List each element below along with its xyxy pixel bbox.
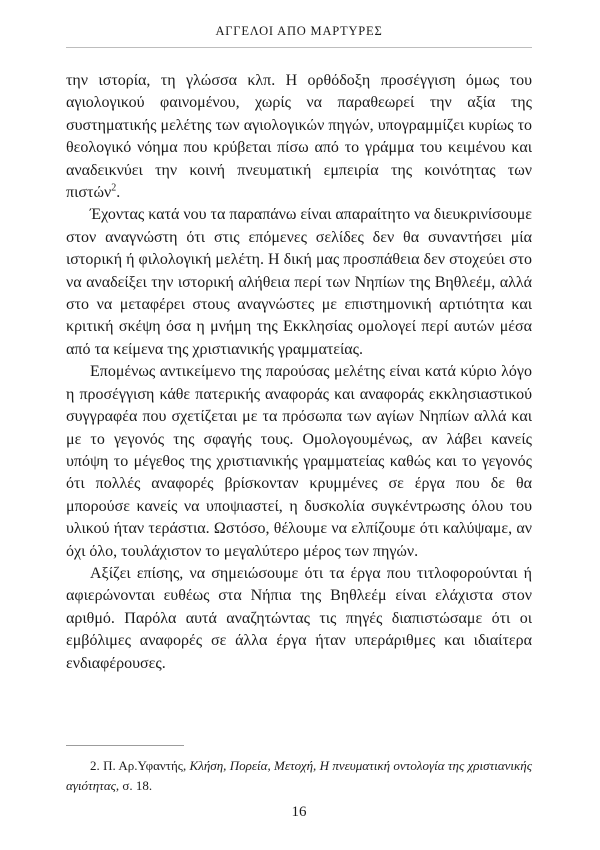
paragraph-1: [66, 70, 532, 204]
paragraph-2: Έχοντας κατά νου τα παραπάνω είναι απαραίτητο να διευκρινίσουμε στον αναγνώστη ότι στις επόμενες σελίδες δεν θα συναντήσει μία ιστορική ή φιλολογική μελέτη. Η δική μας προσπάθεια δεν στοχεύει στο να αναδείξει την ιστορική αλήθεια περί των Νηπίων της Βηθλεέμ, αλλά στο να μεταφέρει στους αναγνώστες με επιστημονική αρτιότητα και κριτική σκέψη όσα η μνήμη της Εκκλησίας ομολογεί περί αυτών μέσα από τα κείμενα της χριστιανικής γραμματείας.: [66, 206, 532, 358]
page-number: 16: [291, 804, 307, 820]
paragraph-3: Επομένως αντικείμενο της παρούσας μελέτης είναι κατά κύριο λόγο η προσέγγιση κάθε πατερικής αναφοράς και αναφοράς εκκλησιαστικού συγγραφέα που σχετίζεται με τα πρόσωπα των αγίων Νηπίων αλλά και με το γεγονός της σφαγής τους. Ομολογουμένως, αν λάβει κανείς υπόψη το μέγεθος της χριστιανικής γραμματείας καθώς και το γεγονός ότι πολλές αναφορές βρίσκονταν κρυμμένες σε έργα που δε θα μπορούσε κανείς να υποψιαστεί, η δυσκολία συγκέντρωσης όλου του υλικού ήταν τεράστια. Ωστόσο, θέλουμε να ελπίζουμε ότι καλύψαμε, αν όχι όλο, τουλάχιστον το μεγαλύτερο μέρος των πηγών.: [66, 363, 532, 560]
footnote-author: 2. Π. Αρ.Υφαντής,: [90, 758, 190, 773]
footnote-title: Κλήση, Πορεία, Μετοχή, Η πνευματική οντολογία της χριστιανικής αγιότητας: [66, 758, 533, 793]
body-text: [66, 70, 532, 675]
footnote-reference[interactable]: 2: [111, 182, 117, 194]
paragraph-4: Αξίζει επίσης, να σημειώσουμε ότι τα έργα που τιτλοφορούνται ή αφιερώνονται ευθέως στα Νήπια της Βηθλεέμ είναι ελάχιστα στον αριθμό. Παρόλα αυτά αναζητώντας τις πηγές διαπιστώσαμε ότι οι εμβόλιμες αναφορές σε άλλα έργα ήταν υπεράριθμες και ιδιαίτερα ενδιαφέρουσες.: [66, 564, 532, 672]
running-header: ΑΓΓΕΛΟΙ ΑΠΟ ΜΑΡΤΥΡΕΣ: [215, 24, 383, 38]
footnote-pages: , σ. 18.: [115, 778, 153, 793]
paragraph-1-text: την ιστορία, τη γλώσσα κλπ. Η ορθόδοξη προσέγγιση όμως του αγιολογικού φαινομένου, χωρίς να παραθεωρεί την αξία της συστηματικής μελέτης των αγιολογικών πηγών, υπογραμμίζει κυρίως το θεολογικό νόημα που κρύβεται πίσω από το γράμμα του κειμένου και αναδεικνύει την κοινή πνευματική εμπειρία της κοινότητας των πιστών: [66, 72, 532, 202]
footnote: [66, 756, 532, 796]
paragraph-1-end: .: [116, 184, 121, 202]
header-rule: [66, 47, 532, 48]
footnote-rule: [66, 745, 184, 746]
